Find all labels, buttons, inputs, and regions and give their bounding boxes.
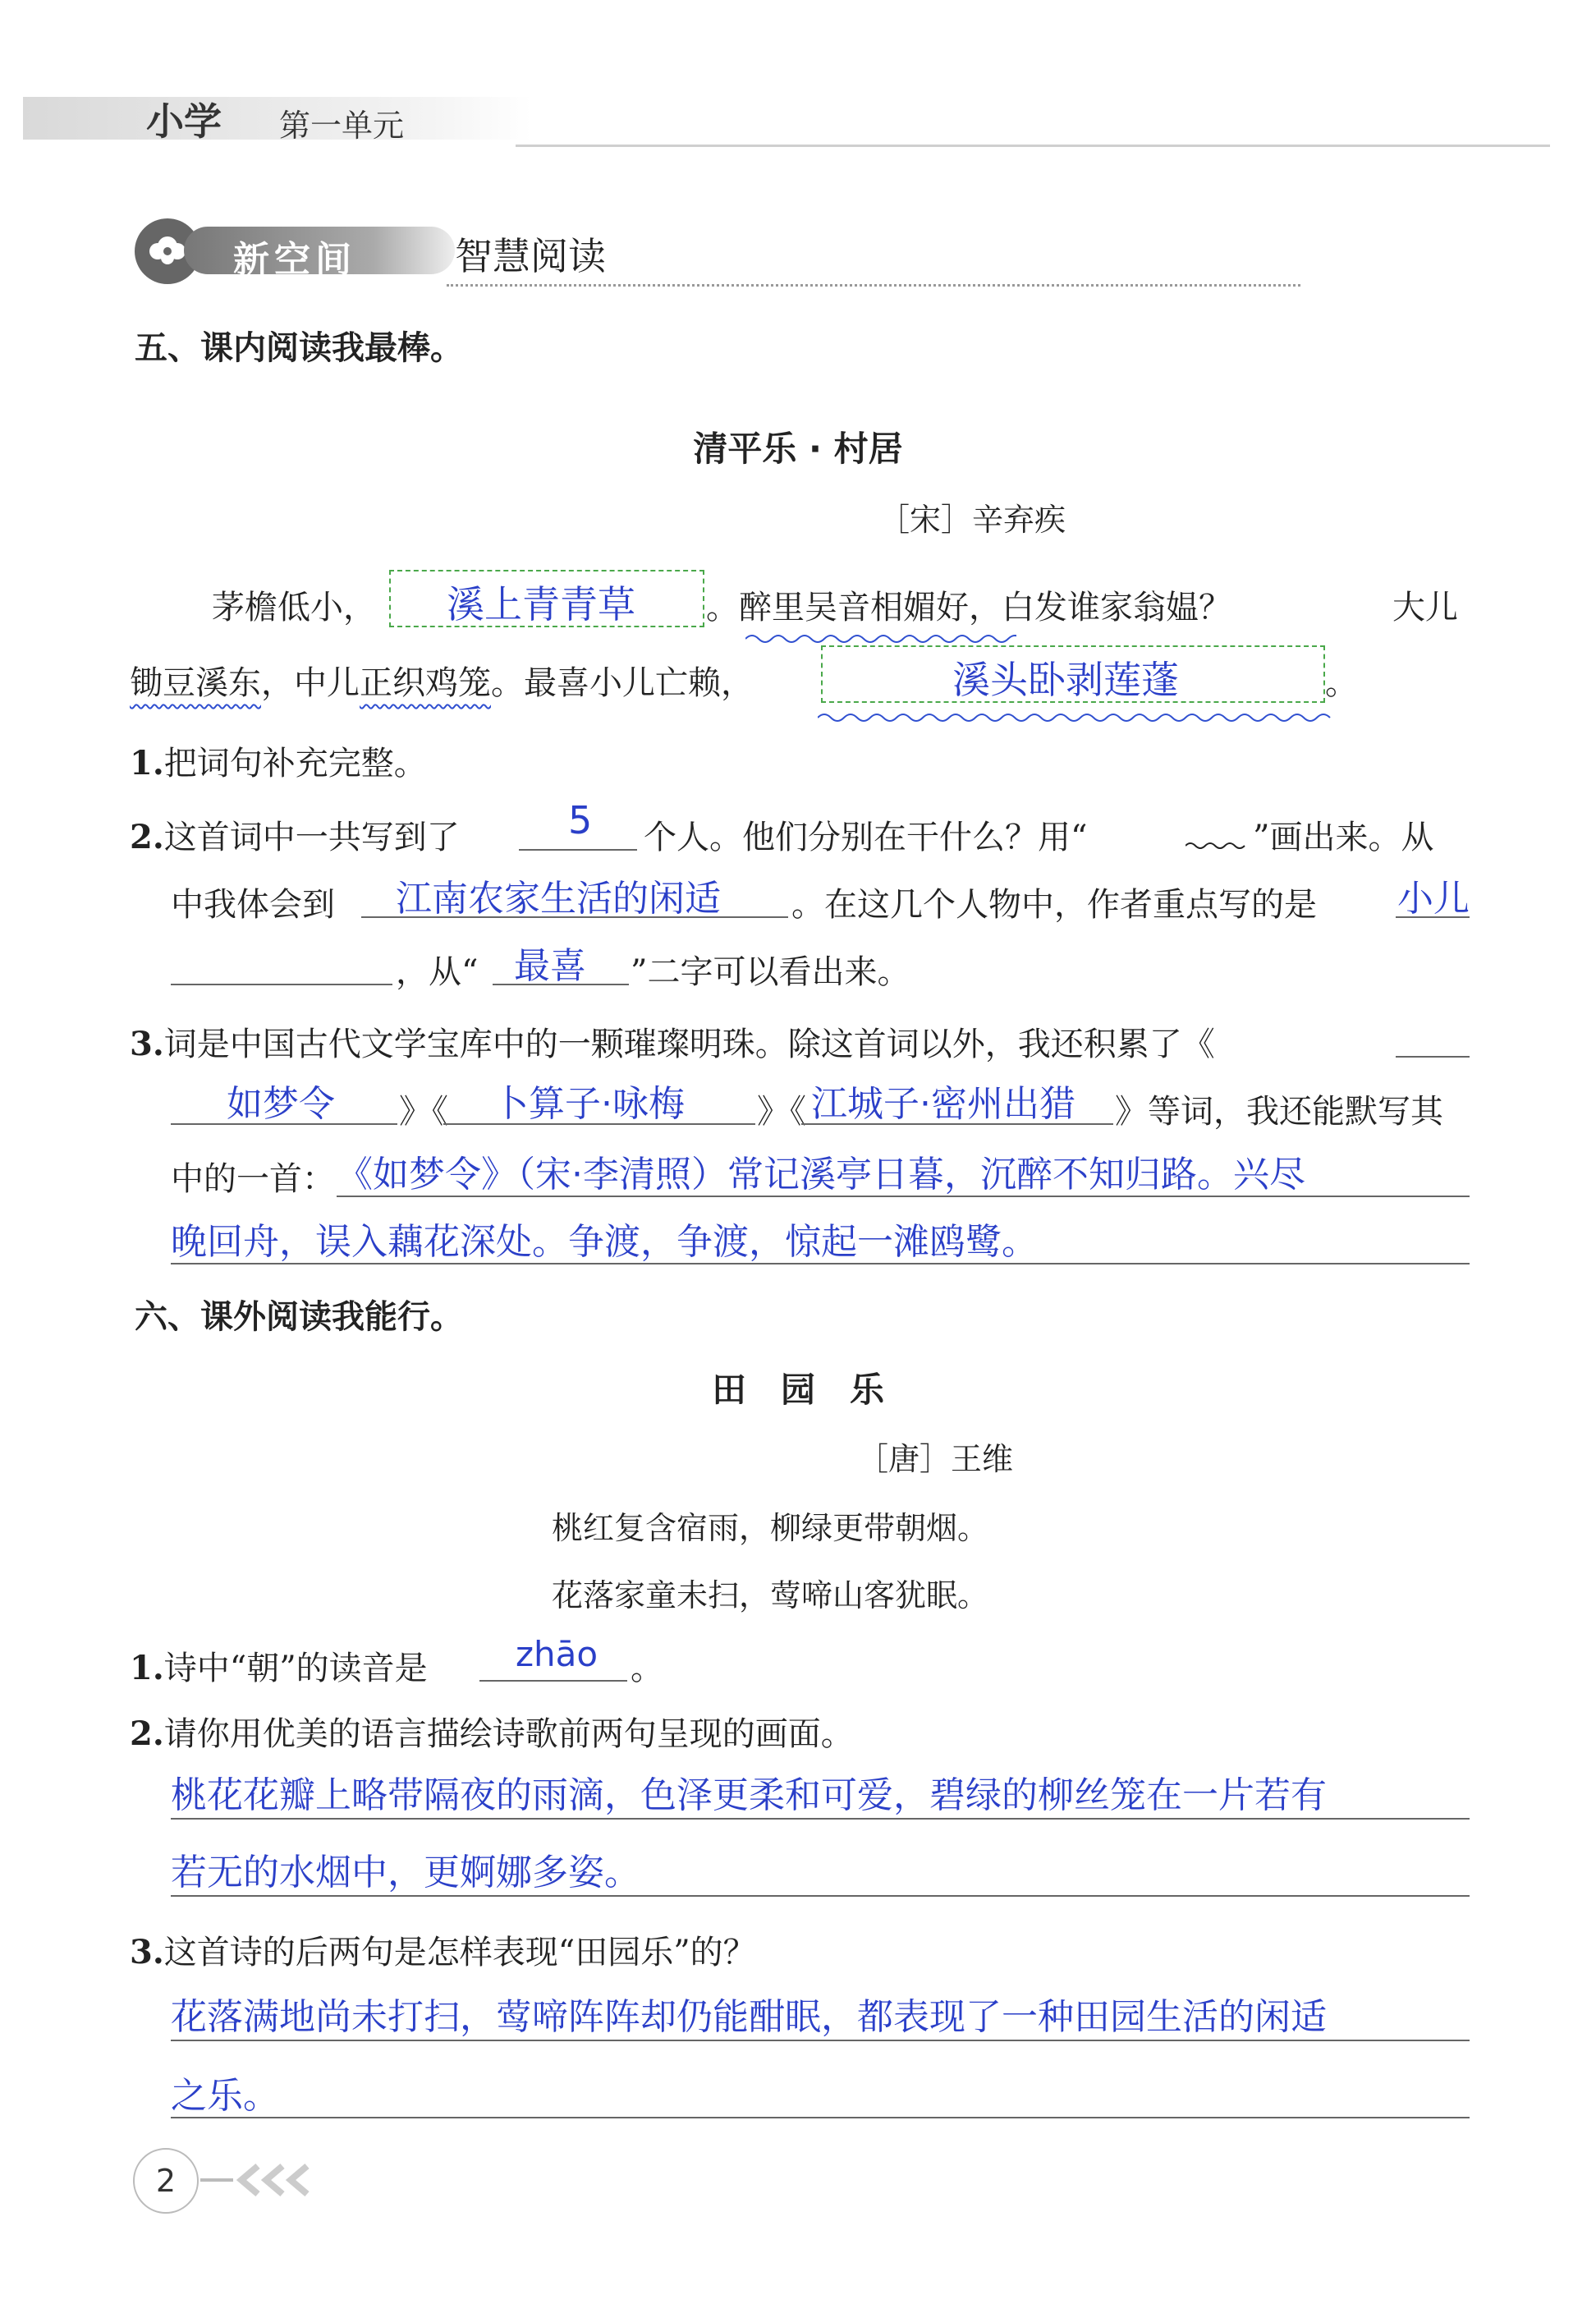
question-3-line-1 xyxy=(130,1018,1215,1065)
answer-blank-1[interactable]: 溪上青青草 xyxy=(447,582,635,626)
answer-count[interactable]: 5 xyxy=(568,798,593,842)
wavy-underline-2 xyxy=(818,711,1335,724)
answer-recite-line-2[interactable]: 晚回舟，误入藕花深处。争渡，争渡，惊起一滩鸥鹭。 xyxy=(171,1221,1038,1263)
question-number: 1. xyxy=(130,1649,164,1687)
banner-dotted-rule xyxy=(447,284,1300,287)
question-3-text-b: 》《 xyxy=(399,1093,448,1131)
question-2-line-1 xyxy=(130,811,460,858)
question-number: 2. xyxy=(130,818,164,856)
footer-arrows-icon xyxy=(200,2159,323,2201)
s6-question-1-end: 。 xyxy=(631,1650,663,1687)
poem-line-1b xyxy=(706,581,1231,628)
question-2-text-f: ，从“ xyxy=(396,953,479,991)
banner-title: 智慧阅读 xyxy=(455,234,606,278)
question-2-text-e: 。在这几个人物中，作者重点写的是 xyxy=(791,886,1317,924)
answer-focus[interactable]: 小儿 xyxy=(1397,878,1470,920)
question-3-text-c: 》《 xyxy=(757,1093,806,1131)
question-number: 3. xyxy=(130,1933,164,1971)
poem-line-2 xyxy=(130,657,754,704)
answer-line xyxy=(171,2117,1470,2118)
answer-line xyxy=(479,1680,627,1682)
question-text: 这首诗的后两句是怎样表现“田园乐”的？ xyxy=(163,1934,756,1971)
header-bar xyxy=(23,92,1550,149)
poem-text: 。醉里吴音相媚好，白发谁家翁媪？ xyxy=(706,589,1231,626)
poem-line-1c: 大儿 xyxy=(1392,589,1458,626)
poem-line: 花落家童未扫，莺啼山客犹眠。 xyxy=(552,1577,989,1613)
poem-text: 。最喜小儿亡赖， xyxy=(491,664,754,702)
header-rule xyxy=(516,145,1550,147)
answer-blank-2[interactable]: 溪头卧剥莲蓬 xyxy=(952,658,1179,702)
answer-recite-line-1[interactable]: 《如梦令》（宋·李清照）常记溪亭日暮，沉醉不知归路。兴尽 xyxy=(337,1154,1305,1196)
banner-label: 新空间 xyxy=(233,239,356,281)
poem-text: ，中儿 xyxy=(261,664,360,702)
question-number: 2. xyxy=(130,1714,164,1753)
poem-line: 桃红复含宿雨，柳绿更带朝烟。 xyxy=(552,1510,989,1546)
answer-ci-3[interactable]: 江城子·密州出猎 xyxy=(811,1083,1075,1125)
poem-text: 茅檐低小， xyxy=(212,589,376,626)
question-text: 诗中“朝”的读音是 xyxy=(163,1650,428,1687)
wavy-phrase: 锄豆溪东 xyxy=(130,664,261,702)
question-text: 请你用优美的语言描绘诗歌前两句呈现的画面。 xyxy=(163,1715,854,1753)
question-number: 3. xyxy=(130,1025,164,1063)
question-number: 1. xyxy=(130,744,164,783)
answer-line xyxy=(171,2040,1470,2041)
answer-ci-2[interactable]: 卜算子·咏梅 xyxy=(493,1083,685,1125)
answer-keyword[interactable]: 最喜 xyxy=(514,945,586,987)
question-text: 词是中国古代文学宝库中的一颗璀璨明珠。除这首词以外，我还积累了《 xyxy=(163,1026,1215,1063)
answer-line xyxy=(337,1196,1470,1197)
answer-line xyxy=(171,1263,1470,1264)
s6-question-1 xyxy=(130,1642,428,1689)
answer-feeling[interactable]: 江南农家生活的闲适 xyxy=(396,878,721,920)
wavy-sample xyxy=(1186,839,1251,852)
header-gradient xyxy=(23,97,532,140)
question-text: 把词句补充完整。 xyxy=(163,745,427,783)
question-2-text-c: ”画出来。从 xyxy=(1253,819,1434,856)
series-logo: 小学 xyxy=(146,99,222,144)
poem-title-2: 田 园 乐 xyxy=(711,1370,884,1410)
section6-heading: 六、课外阅读我能行。 xyxy=(135,1298,463,1336)
wavy-underline-1 xyxy=(745,632,1016,645)
unit-title: 第一单元 xyxy=(279,108,405,144)
s6-question-3 xyxy=(130,1926,756,1973)
answer-line xyxy=(171,984,392,985)
answer-ci-1[interactable]: 如梦令 xyxy=(227,1083,335,1125)
poem-line-2e: 。 xyxy=(1325,664,1358,702)
answer-line xyxy=(171,1818,1470,1820)
answer-line xyxy=(171,1895,1470,1897)
question-2-text-b: 个人。他们分别在干什么？用“ xyxy=(644,819,1088,856)
poem-title: 清平乐 · 村居 xyxy=(693,429,903,469)
page-number-circle xyxy=(133,2148,199,2214)
s6-question-2 xyxy=(130,1708,854,1755)
question-3-text-e: 中的一首： xyxy=(171,1160,335,1198)
poem-author: ［宋］辛弃疾 xyxy=(878,502,1066,538)
answer-scene-line-2[interactable]: 若无的水烟中，更婀娜多姿。 xyxy=(171,1852,640,1893)
wavy-phrase: 正织鸡笼 xyxy=(360,664,491,702)
poem-line-1 xyxy=(212,581,376,628)
question-2-line-2: 中我体会到 xyxy=(171,886,335,924)
section5-heading: 五、课内阅读我最棒。 xyxy=(135,329,463,367)
page-number: 2 xyxy=(155,2163,177,2199)
section-banner xyxy=(135,215,1300,289)
answer-scene-line-1[interactable]: 桃花花瓣上略带隔夜的雨滴，色泽更柔和可爱，碧绿的柳丝笼在一片若有 xyxy=(171,1774,1327,1816)
answer-line xyxy=(519,849,637,851)
question-1 xyxy=(130,737,427,784)
answer-line xyxy=(1396,1056,1470,1058)
question-3-text-d: 》等词，我还能默写其 xyxy=(1115,1093,1443,1131)
answer-joy-line-1[interactable]: 花落满地尚未打扫，莺啼阵阵却仍能酣眠，都表现了一种田园生活的闲适 xyxy=(171,1996,1327,2038)
poem-author-2: ［唐］王维 xyxy=(857,1441,1014,1477)
question-text: 这首词中一共写到了 xyxy=(163,819,460,856)
answer-joy-line-2[interactable]: 之乐。 xyxy=(171,2075,279,2117)
answer-pronunciation[interactable]: zhāo xyxy=(516,1634,598,1674)
question-2-text-g: ”二字可以看出来。 xyxy=(631,953,910,991)
